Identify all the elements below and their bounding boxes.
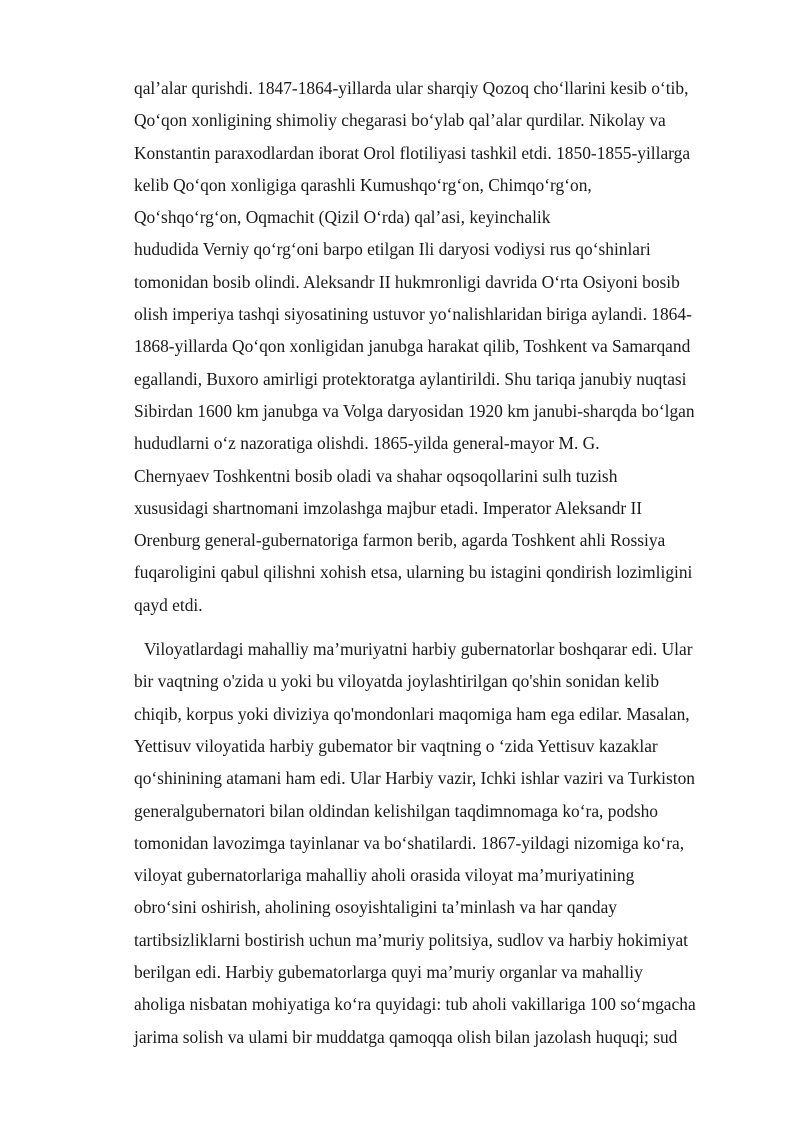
text-line: obro‘sini oshirish, aholining osoyishtaligini ta’minlash va har qanday	[134, 897, 618, 918]
text-line: Chernyaev Toshkentni bosib oladi va shahar oqsoqollarini sulh tuzish	[134, 465, 618, 486]
text-line: hududlarni o‘z nazoratiga olishdi. 1865-yilda general-mayor M. G.	[134, 433, 600, 454]
text-line: egallandi, Buxoro amirligi protektoratga aylantirildi. Shu tariqa janubiy nuqtasi	[134, 368, 687, 389]
text-line: Konstantin paraxodlardan iborat Orol flotiliyasi tashkil etdi. 1850-1855-yillarga	[134, 142, 691, 163]
text-line: 1868-yillarda Qo‘qon xonligidan janubga harakat qilib, Toshkent va Samarqand	[134, 336, 691, 357]
text-line: olish imperiya tashqi siyosatining ustuvor yo‘nalishlaridan biriga aylandi. 1864-	[134, 304, 692, 325]
text-line: tomonidan lavozimga tayinlanar va bo‘shatilardi. 1867-yildagi nizomiga ko‘ra,	[134, 832, 685, 853]
text-line: fuqaroligini qabul qilishni xohish etsa, ularning bu istagini qondirish lozimligini	[134, 562, 693, 583]
document-body	[134, 72, 744, 1053]
text-line: Sibirdan 1600 km janubga va Volga daryosidan 1920 km janubi-sharqda bo‘lgan	[134, 400, 695, 421]
text-line: Qo‘shqo‘rg‘on, Oqmachit (Qizil O‘rda) qal’asi, keyinchalik	[134, 207, 551, 228]
text-line: bir vaqtning o'zida u yoki bu viloyatda joylashtirilgan qo'shin sonidan kelib	[134, 671, 660, 692]
text-line: tomonidan bosib olindi. Aleksandr II hukmronligi davrida O‘rta Osiyoni bosib	[134, 271, 680, 292]
text-line: Qo‘qon xonligining shimoliy chegarasi bo‘ylab qal’alar qurdilar. Nikolay va	[134, 110, 666, 131]
text-line: xususidagi shartnomani imzolashga majbur etadi. Imperator Aleksandr II	[134, 497, 643, 518]
text-line: kelib Qo‘qon xonligiga qarashli Kumushqo‘rg‘on, Chimqo‘rg‘on,	[134, 174, 592, 195]
text-line: tartibsizliklarni bostirish uchun ma’muriy politsiya, sudlov va harbiy hokimiyat	[134, 929, 689, 950]
text-line: qo‘shinining atamani ham edi. Ular Harbiy vazir, Ichki ishlar vaziri va Turkiston	[134, 768, 695, 789]
text-line: viloyat gubernatorlariga mahalliy aholi orasida viloyat ma’muriyatining	[134, 865, 635, 886]
text-line: qayd etdi.	[134, 594, 203, 615]
text-line: generalgubernatori bilan oldindan kelishilgan taqdimnomaga ko‘ra, podsho	[134, 800, 658, 821]
text-line: Yettisuv viloyatida harbiy gubemator bir vaqtning o ‘zida Yettisuv kazaklar	[134, 735, 658, 756]
text-line: hududida Verniy qo‘rg‘oni barpo etilgan Ili daryosi vodiysi rus qo‘shinlari	[134, 239, 651, 260]
text-line: aholiga nisbatan mohiyatiga ko‘ra quyidagi: tub aholi vakillariga 100 so‘mgacha	[134, 994, 696, 1015]
text-line: qal’alar qurishdi. 1847-1864-yillarda ular sharqiy Qozoq cho‘llarini kesib o‘tib,	[134, 78, 689, 98]
paragraph-2	[134, 633, 744, 1053]
paragraph-1	[134, 72, 744, 621]
text-line: chiqib, korpus yoki diviziya qo'mondonlari maqomiga ham ega edilar. Masalan,	[134, 703, 690, 724]
text-line: berilgan edi. Harbiy gubematorlarga quyi ma’muriy organlar va mahalliy	[134, 962, 643, 983]
text-line: Orenburg general-gubernatoriga farmon berib, agarda Toshkent ahli Rossiya	[134, 530, 666, 551]
text-line: jarima solish va ulami bir muddatga qamoqqa olish bilan jazolash huquqi; sud	[134, 1026, 678, 1047]
text-line: Viloyatlardagi mahalliy ma’muriyatni harbiy gubernatorlar boshqarar edi. Ular	[144, 639, 693, 660]
